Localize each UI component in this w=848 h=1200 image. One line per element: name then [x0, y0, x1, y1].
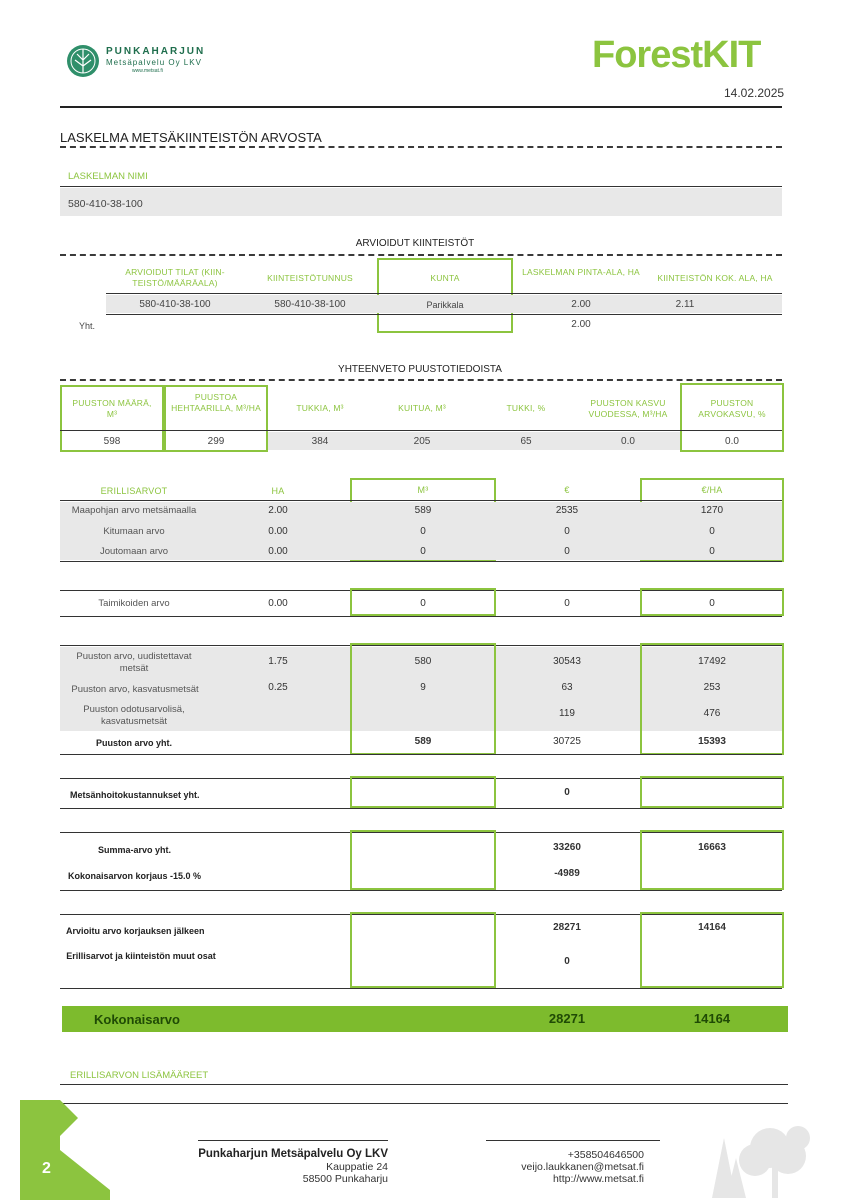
estates-header-tilat: ARVIOIDUT TILAT (KIIN-TEISTÖ/MÄÄRÄALA)	[125, 267, 225, 288]
footer-web[interactable]: http://www.metsat.fi	[552, 1173, 644, 1185]
title-divider	[60, 146, 782, 148]
costs-m3-box	[350, 776, 496, 808]
estates-header-kok: KIINTEISTÖN KOK. ALA, HA	[657, 273, 773, 283]
stand-row-kasvatus-label: Puuston arvo, kasvatusmetsät	[71, 684, 199, 695]
stand-total-eurha: 15393	[698, 736, 726, 747]
page-title: LASKELMA METSÄKIINTEISTÖN ARVOSTA	[60, 130, 322, 145]
sum-eurha-box	[640, 830, 784, 890]
total-per-ha: 14164	[693, 1011, 731, 1026]
after-extra-label: Erillisarvot ja kiinteistön muut osat	[66, 951, 216, 961]
costs-eurha-box	[640, 776, 784, 808]
summary-cell-kasvu: 0.0	[621, 436, 635, 447]
stand-row-kasvatus-m3: 9	[420, 682, 426, 693]
calc-name-band	[60, 188, 782, 216]
sum-label: Summa-arvo yht.	[98, 845, 172, 855]
footer-right-rule	[486, 1140, 660, 1141]
separate-row-maapohja-eur: 2535	[555, 505, 579, 516]
date: 14.02.2025	[724, 86, 785, 100]
stand-row-uudistettavat-m3: 580	[414, 656, 432, 667]
logo-line1: PUNKAHARJUN	[106, 46, 206, 57]
estates-cell-tunnus: 580-410-38-100	[274, 299, 346, 310]
seedling-label: Taimikoiden arvo	[98, 598, 170, 609]
stand-row-uudistettavat-eurha: 17492	[698, 656, 726, 667]
estates-header-pinta: LASKELMAN PINTA-ALA, HA	[522, 267, 640, 277]
separate-row-joutomaa-ha: 0.00	[268, 546, 288, 557]
separate-row-kitumaa-m3: 0	[420, 526, 426, 537]
calc-name-rule	[60, 186, 782, 187]
calc-name-value: 580-410-38-100	[68, 198, 143, 210]
after-per-ha: 14164	[698, 922, 726, 933]
summary-row-rule	[60, 430, 782, 431]
separate-row-joutomaa-m3: 0	[420, 546, 426, 557]
tree-logo-icon	[66, 44, 100, 78]
summary-header-kuitua: KUITUA, M³	[398, 403, 446, 413]
stand-row-kasvatus-ha: 0.25	[268, 682, 288, 693]
footer-left-rule	[198, 1140, 388, 1141]
sum-per-ha: 16663	[698, 842, 726, 853]
estates-header-tunnus: KIINTEISTÖTUNNUS	[267, 273, 353, 283]
stand-row-odotus-label: Puuston odotusarvolisä, kasvatusmetsät	[83, 704, 185, 727]
separate-header-eur: €	[564, 485, 570, 495]
stand-row-kasvatus-eurha: 253	[703, 682, 721, 693]
separate-row-kitumaa-eurha: 0	[709, 526, 715, 537]
summary-cell-kuitua: 205	[413, 436, 431, 447]
page-corner-icon	[20, 1100, 114, 1200]
seedling-bottom-rule	[60, 616, 782, 617]
logo-url: www.metsat.fi	[132, 68, 163, 74]
separate-header-ha: HA	[271, 486, 285, 496]
summary-header-maara: PUUSTON MÄÄRÄ, M³	[72, 398, 152, 419]
summary-header-kasvu: PUUSTON KASVU VUODESSA, M³/HA	[588, 398, 668, 419]
seedling-m3: 0	[420, 598, 426, 609]
estates-cell-kok: 2.11	[675, 299, 695, 310]
separate-header-m3: M³	[417, 485, 429, 495]
separate-row-kitumaa-eur: 0	[564, 526, 570, 537]
estates-total-area: 2.00	[571, 319, 591, 330]
stand-total-label: Puuston arvo yht.	[95, 738, 172, 748]
estates-header-kunta: KUNTA	[430, 273, 460, 283]
summary-divider	[60, 379, 782, 381]
estates-cell-kunta: Parikkala	[426, 300, 464, 310]
estates-cell-tilat: 580-410-38-100	[139, 299, 211, 310]
separate-header-eurha: €/HA	[701, 485, 723, 495]
total-label: Kokonaisarvo	[94, 1012, 180, 1027]
summary-cell-tukki-pct: 65	[520, 436, 532, 447]
notes-bottom-rule	[60, 1103, 788, 1104]
total-value: 28271	[548, 1011, 586, 1026]
stand-row-uudistettavat-ha: 1.75	[268, 656, 288, 667]
estates-total-label: Yht.	[78, 321, 95, 331]
after-label: Arvioitu arvo korjauksen jälkeen	[66, 926, 205, 936]
estates-cell-pinta: 2.00	[571, 299, 591, 310]
summary-header-tukkia: TUKKIA, M³	[296, 403, 344, 413]
stand-row-kasvatus-eur: 63	[561, 682, 573, 693]
footer-street: Kauppatie 24	[326, 1161, 388, 1173]
separate-row-maapohja-eurha: 1270	[700, 505, 724, 516]
estates-row-rule	[106, 293, 782, 294]
stand-row-odotus-eur: 119	[559, 708, 575, 719]
estates-bottom-rule	[106, 314, 782, 315]
stand-row-uudistettavat-label: Puuston arvo, uudistettavat metsät	[76, 651, 192, 674]
summary-cell-tukkia: 384	[311, 436, 329, 447]
costs-label: Metsänhoitokustannukset yht.	[70, 790, 200, 800]
after-extra-value: 0	[564, 956, 570, 967]
separate-bottom-rule	[60, 561, 782, 562]
stand-bottom-rule	[60, 754, 782, 755]
calc-name-label: LASKELMAN NIMI	[68, 171, 148, 182]
costs-value: 0	[564, 787, 570, 798]
separate-row-joutomaa-label: Joutomaan arvo	[99, 546, 169, 557]
separate-row-maapohja-m3: 589	[414, 505, 432, 516]
sum-correction-value: -4989	[554, 868, 580, 879]
sum-m3-box	[350, 830, 496, 890]
separate-row-maapohja-label: Maapohjan arvo metsämaalla	[71, 505, 197, 516]
footer-email[interactable]: veijo.laukkanen@metsat.fi	[521, 1161, 644, 1173]
summary-header-hehtaari: PUUSTOA HEHTAARILLA, M³/HA	[171, 392, 261, 413]
after-bottom-rule	[60, 988, 782, 989]
seedling-eurha: 0	[709, 598, 715, 609]
stand-total-m3: 589	[414, 736, 432, 747]
stand-row-odotus-eurha: 476	[703, 708, 721, 719]
separate-header-rule	[60, 500, 782, 501]
separate-row-maapohja-ha: 2.00	[268, 505, 288, 516]
footer-company: Punkaharjun Metsäpalvelu Oy LKV	[198, 1148, 388, 1160]
company-logo	[66, 44, 226, 78]
header-rule	[60, 106, 782, 108]
stand-total-eur: 30725	[553, 736, 581, 747]
estates-title: ARVIOIDUT KIINTEISTÖT	[355, 238, 475, 249]
summary-cell-arvokasvu: 0.0	[725, 436, 739, 447]
footer-phone: +358504646500	[567, 1149, 644, 1161]
logo-line2: Metsäpalvelu Oy LKV	[106, 58, 202, 67]
sum-value: 33260	[553, 842, 581, 853]
summary-header-tukki-pct: TUKKI, %	[506, 403, 546, 413]
after-m3-box	[350, 912, 496, 988]
summary-cell-maara: 598	[103, 436, 121, 447]
notes-title: ERILLISARVON LISÄMÄÄREET	[70, 1070, 209, 1081]
separate-row-joutomaa-eur: 0	[564, 546, 570, 557]
summary-cell-hehtaari: 299	[207, 436, 225, 447]
tree-watermark-icon	[700, 1118, 820, 1198]
footer-city: 58500 Punkaharju	[302, 1173, 388, 1185]
seedling-eur: 0	[564, 598, 570, 609]
after-value: 28271	[553, 922, 581, 933]
brand-logo: ForestKIT	[592, 34, 761, 76]
sum-bottom-rule	[60, 890, 782, 891]
separate-row-kitumaa-ha: 0.00	[268, 526, 288, 537]
costs-bottom-rule	[60, 808, 782, 809]
notes-top-rule	[60, 1084, 788, 1085]
seedling-ha: 0.00	[268, 598, 288, 609]
summary-title: YHTEENVETO PUUSTOTIEDOISTA	[338, 364, 502, 375]
estates-divider	[60, 254, 782, 256]
separate-row-kitumaa-label: Kitumaan arvo	[103, 526, 165, 537]
separate-row-joutomaa-eurha: 0	[709, 546, 715, 557]
stand-row-uudistettavat-eur: 30543	[553, 656, 581, 667]
summary-header-arvokasvu: PUUSTON ARVOKASVU, %	[698, 398, 766, 419]
sum-correction-label: Kokonaisarvon korjaus -15.0 %	[68, 871, 202, 881]
separate-header-label: ERILLISARVOT	[100, 486, 168, 496]
page-number: 2	[42, 1160, 51, 1177]
